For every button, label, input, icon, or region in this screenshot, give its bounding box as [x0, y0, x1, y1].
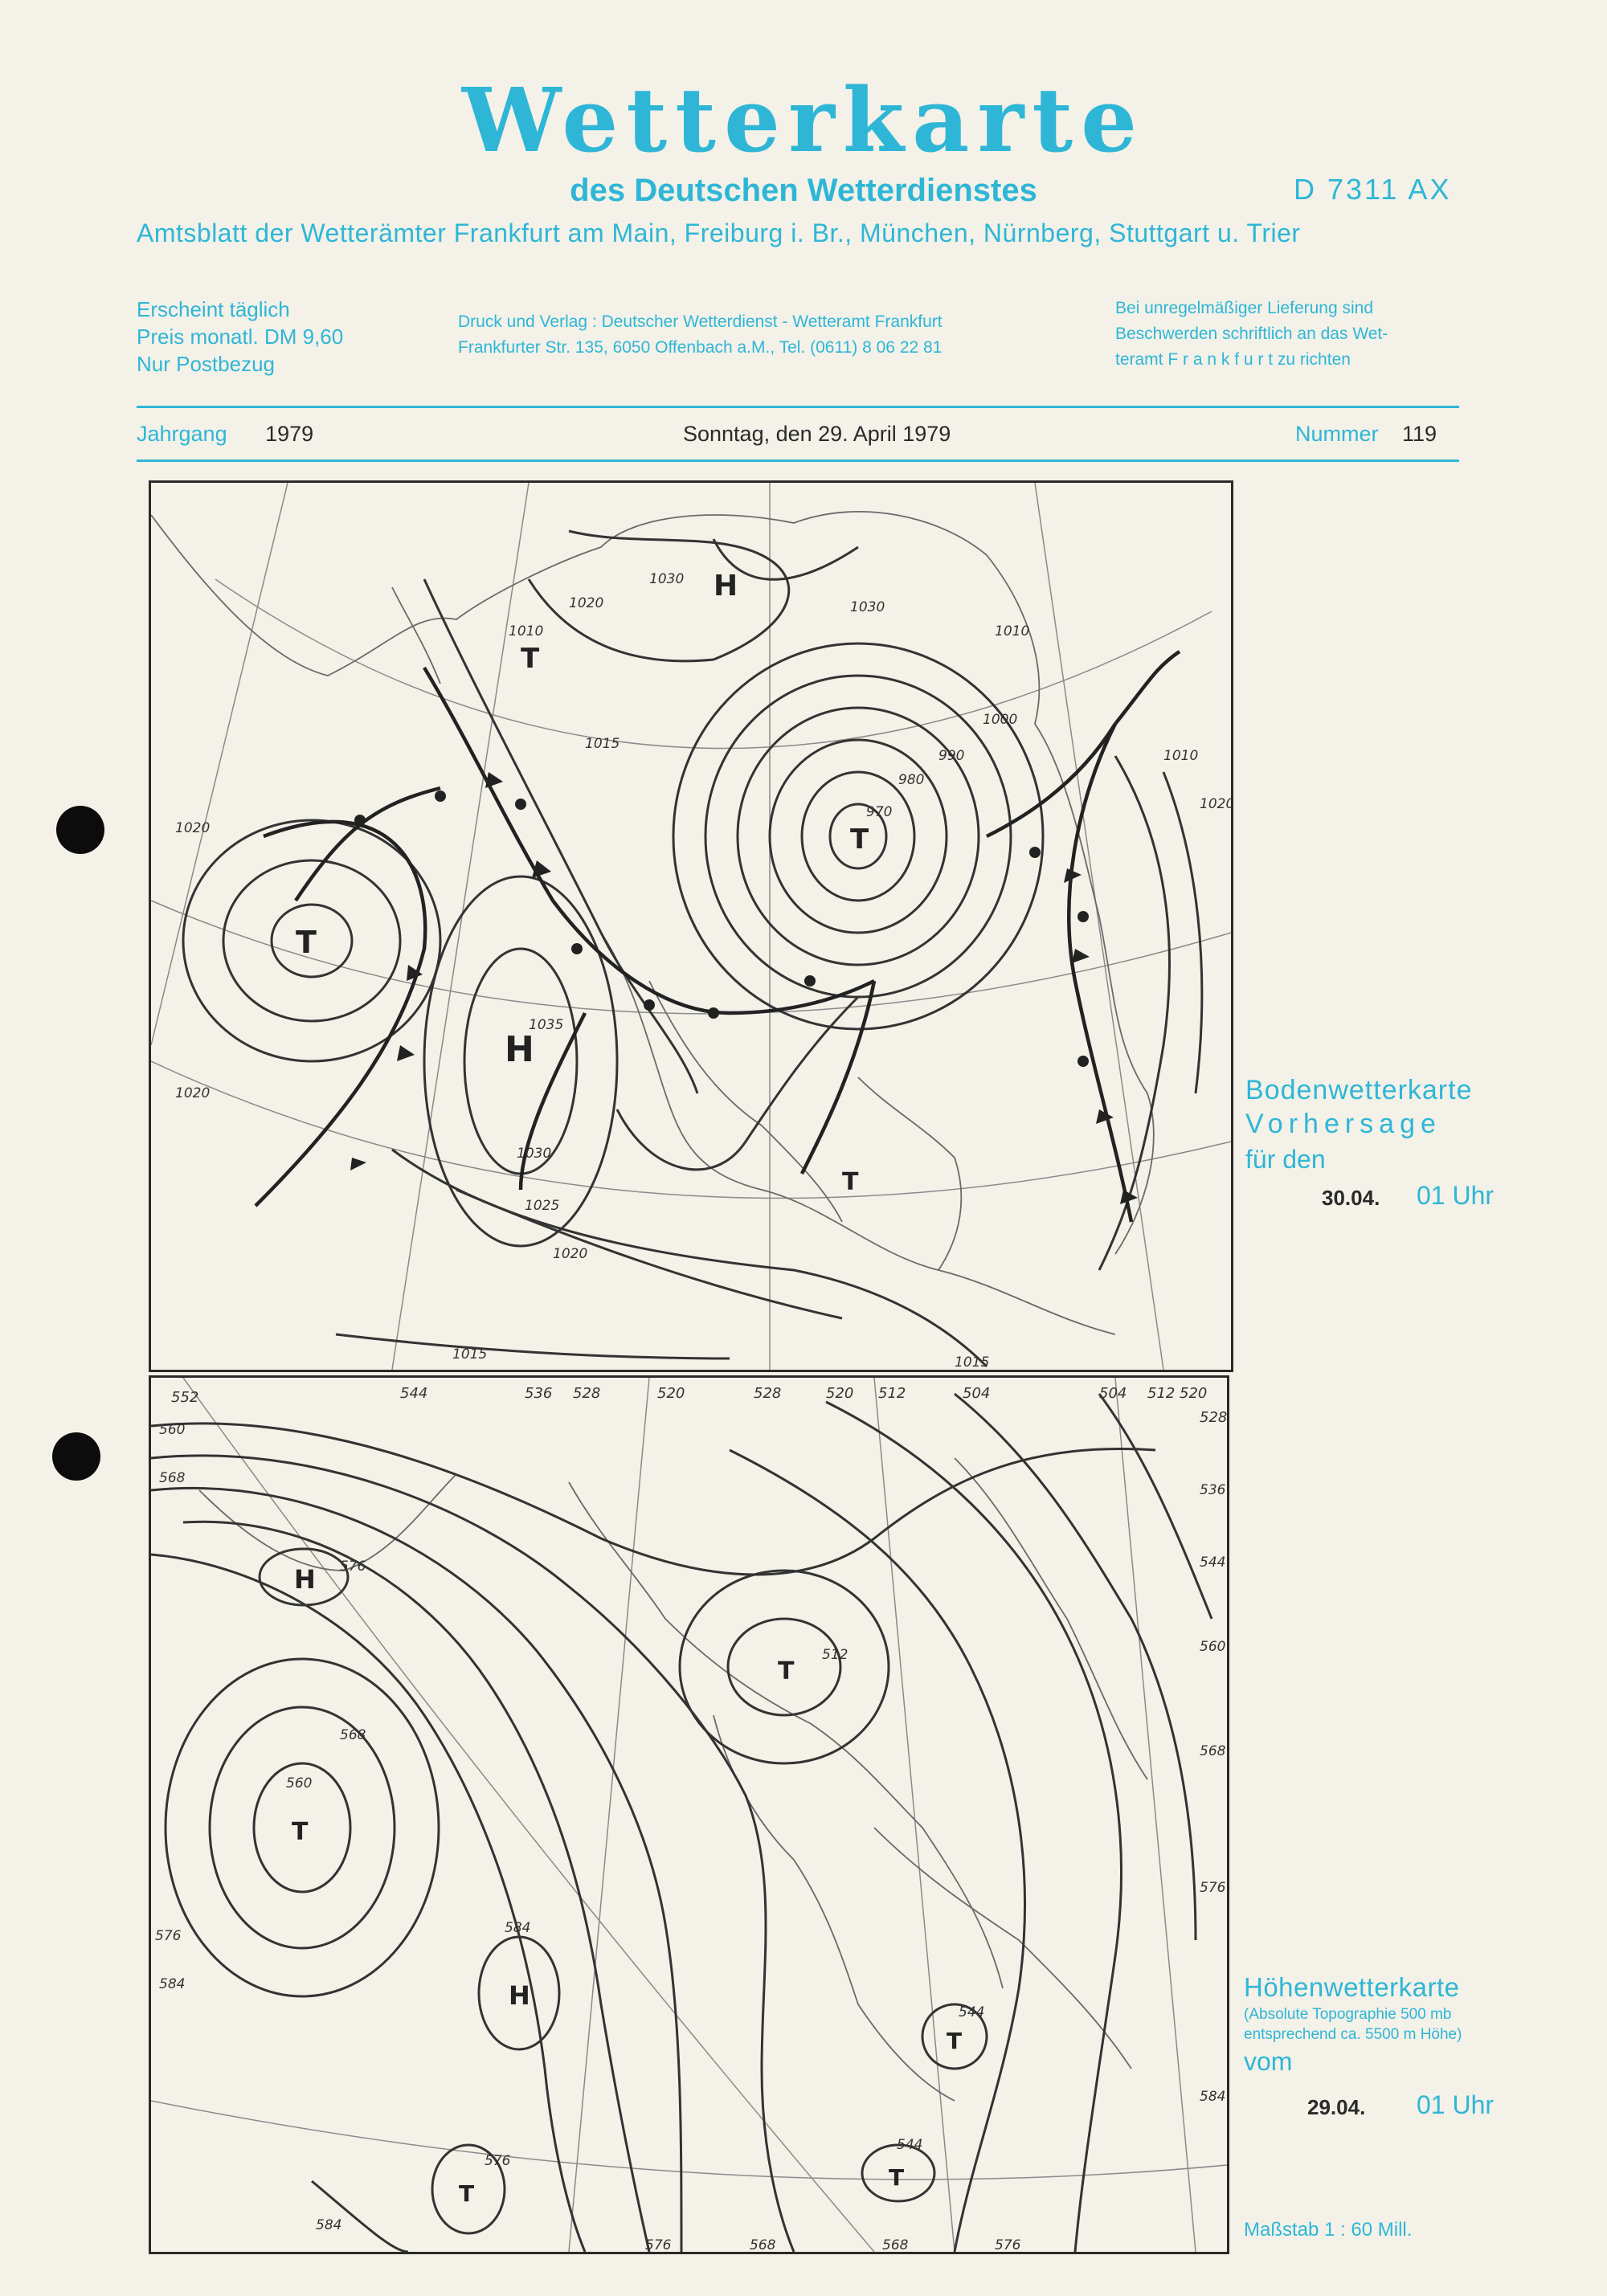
contour-label: 504 [963, 1385, 991, 1402]
info-right-line: Bei unregelmäßiger Lieferung sind [1115, 299, 1374, 317]
contour-label: 544 [1200, 1554, 1226, 1571]
newspaper-subtitle: des Deutschen Wetterdienstes [570, 173, 1037, 208]
contour-label: 584 [1200, 2089, 1226, 2105]
year-label: Jahrgang [137, 422, 227, 446]
contour-label: 544 [400, 1385, 428, 1402]
contour-label: 568 [882, 2237, 909, 2252]
info-right-line: teramt F r a n k f u r t zu richten [1115, 350, 1351, 369]
contour-label: 512 [822, 1647, 848, 1663]
contour-label: 544 [897, 2137, 923, 2153]
isobar-label: 1015 [452, 1346, 488, 1362]
map-scale: Maßstab 1 : 60 Mill. [1244, 2219, 1413, 2241]
year-value: 1979 [265, 422, 314, 446]
center-label: T [850, 823, 869, 856]
isobar-label: 1020 [569, 595, 604, 611]
year-block [137, 422, 313, 447]
isobar-label: 1020 [175, 1085, 211, 1101]
info-left-line: Preis monatl. DM 9,60 [137, 325, 344, 349]
center-label: T [778, 1657, 795, 1685]
publication-code: D 7311 AX [1294, 173, 1452, 206]
isobar-label: 990 [938, 748, 965, 764]
contour-label: 568 [750, 2237, 776, 2252]
isobar-label: 1000 [983, 712, 1018, 728]
contour-top-labels [171, 1385, 1227, 1426]
height-centers [292, 1564, 962, 2207]
contour-label: 520 [826, 1385, 854, 1402]
surface-map-drawing [151, 483, 1231, 1370]
issue-number-block [1295, 422, 1437, 447]
isobar-label: 1015 [955, 1354, 990, 1370]
isobar-label: 1035 [529, 1017, 564, 1033]
contour-label: 520 [1180, 1385, 1208, 1402]
contour-label: 576 [485, 2153, 511, 2169]
isobar-label: 970 [866, 804, 893, 820]
divider-bottom [137, 460, 1459, 462]
punch-hole [52, 1432, 100, 1481]
isobar-label: 1020 [1200, 796, 1231, 812]
contour-label: 528 [1200, 1409, 1227, 1426]
contour-label: 544 [959, 2004, 985, 2020]
contour-label: 528 [754, 1385, 782, 1402]
contour-label: 552 [171, 1389, 199, 1406]
contour-label: 536 [525, 1385, 553, 1402]
isobar-label: 980 [898, 772, 925, 788]
info-left-line: Erscheint täglich [137, 297, 290, 321]
weather-fronts [256, 652, 1180, 1222]
surface-weather-map [149, 480, 1233, 1372]
contour-label: 576 [995, 2237, 1021, 2252]
isobar-label: 1030 [517, 1146, 552, 1162]
center-label: T [292, 1818, 309, 1846]
center-label: T [889, 2164, 905, 2191]
center-label: H [509, 1980, 530, 2011]
isobar-label: 1030 [850, 599, 885, 615]
subscription-info [137, 296, 343, 378]
surface-caption-forecast: Vorhersage [1245, 1109, 1441, 1139]
publisher-info [458, 309, 943, 361]
contour-label: 576 [155, 1928, 182, 1944]
contour-label: 536 [1200, 1482, 1226, 1498]
upper-caption-title: Höhenwetterkarte [1244, 1972, 1460, 2002]
number-value: 119 [1402, 422, 1437, 446]
contour-labels [155, 1422, 1226, 2252]
contour-label: 584 [505, 1920, 531, 1936]
isobar-label: 1020 [175, 820, 211, 836]
contour-label: 584 [159, 1976, 186, 1992]
height-contours [151, 1394, 1212, 2252]
center-label: H [294, 1564, 316, 1595]
center-label: H [505, 1029, 534, 1070]
center-label: T [521, 643, 540, 675]
center-label: T [459, 2180, 475, 2207]
info-center-line: Druck und Verlag : Deutscher Wetterdienst - Wetteramt Frankfurt [458, 313, 943, 331]
contour-label: 560 [1200, 1639, 1226, 1655]
contour-label: 576 [1200, 1880, 1226, 1896]
contour-label: 560 [159, 1422, 186, 1438]
center-label: T [296, 925, 317, 960]
contour-label: 528 [573, 1385, 601, 1402]
official-gazette-line: Amtsblatt der Wetterämter Frankfurt am Main, Freiburg i. Br., München, Nürnberg, Stuttgart u. Trier [137, 219, 1301, 247]
contour-label: 576 [340, 1559, 366, 1575]
upper-caption-from: vom [1244, 2047, 1293, 2076]
contour-label: 512 [1147, 1385, 1176, 1402]
isobar-label: 1010 [1163, 748, 1199, 764]
contour-label: 568 [159, 1470, 186, 1486]
info-center-line: Frankfurter Str. 135, 6050 Offenbach a.M., Tel. (0611) 8 06 22 81 [458, 338, 943, 357]
upper-time: 01 Uhr [1417, 2090, 1495, 2119]
issue-date: Sonntag, den 29. April 1979 [683, 422, 951, 446]
upper-caption-sub1: (Absolute Topographie 500 mb [1244, 2006, 1452, 2023]
isobar-label: 1030 [649, 571, 685, 587]
contour-label: 568 [340, 1727, 366, 1743]
isobar-label: 1010 [509, 623, 544, 639]
center-label: T [842, 1168, 859, 1196]
isobars [183, 531, 1202, 1367]
upper-air-map [149, 1375, 1229, 2254]
isobar-label: 1010 [995, 623, 1030, 639]
pressure-centers [296, 570, 869, 1196]
contour-label: 568 [1200, 1743, 1226, 1759]
isobar-label: 1015 [585, 736, 620, 752]
surface-caption-title: Bodenwetterkarte [1245, 1075, 1473, 1105]
info-right-line: Beschwerden schriftlich an das Wet- [1115, 325, 1388, 343]
newspaper-title: Wetterkarte [461, 68, 1146, 172]
center-label: T [947, 2028, 963, 2054]
surface-date: 30.04. [1322, 1186, 1380, 1210]
contour-label: 520 [657, 1385, 685, 1402]
punch-hole [56, 806, 104, 854]
upper-date: 29.04. [1307, 2095, 1366, 2119]
contour-label: 584 [316, 2217, 342, 2233]
number-label: Nummer [1295, 422, 1379, 446]
info-left-line: Nur Postbezug [137, 352, 275, 376]
isobar-label: 1025 [525, 1198, 560, 1214]
graticule-lines [151, 1378, 1227, 2252]
upper-caption-sub2: entsprechend ca. 5500 m Höhe) [1244, 2026, 1462, 2043]
surface-time: 01 Uhr [1417, 1181, 1495, 1210]
center-label: H [714, 570, 738, 603]
divider-top [137, 406, 1459, 408]
contour-label: 576 [645, 2237, 672, 2252]
upper-map-drawing [151, 1378, 1227, 2252]
complaint-info [1115, 296, 1388, 373]
surface-caption-for: für den [1245, 1145, 1326, 1174]
contour-label: 504 [1099, 1385, 1127, 1402]
contour-label: 560 [286, 1775, 313, 1791]
contour-label: 512 [878, 1385, 906, 1402]
isobar-label: 1020 [553, 1246, 588, 1262]
